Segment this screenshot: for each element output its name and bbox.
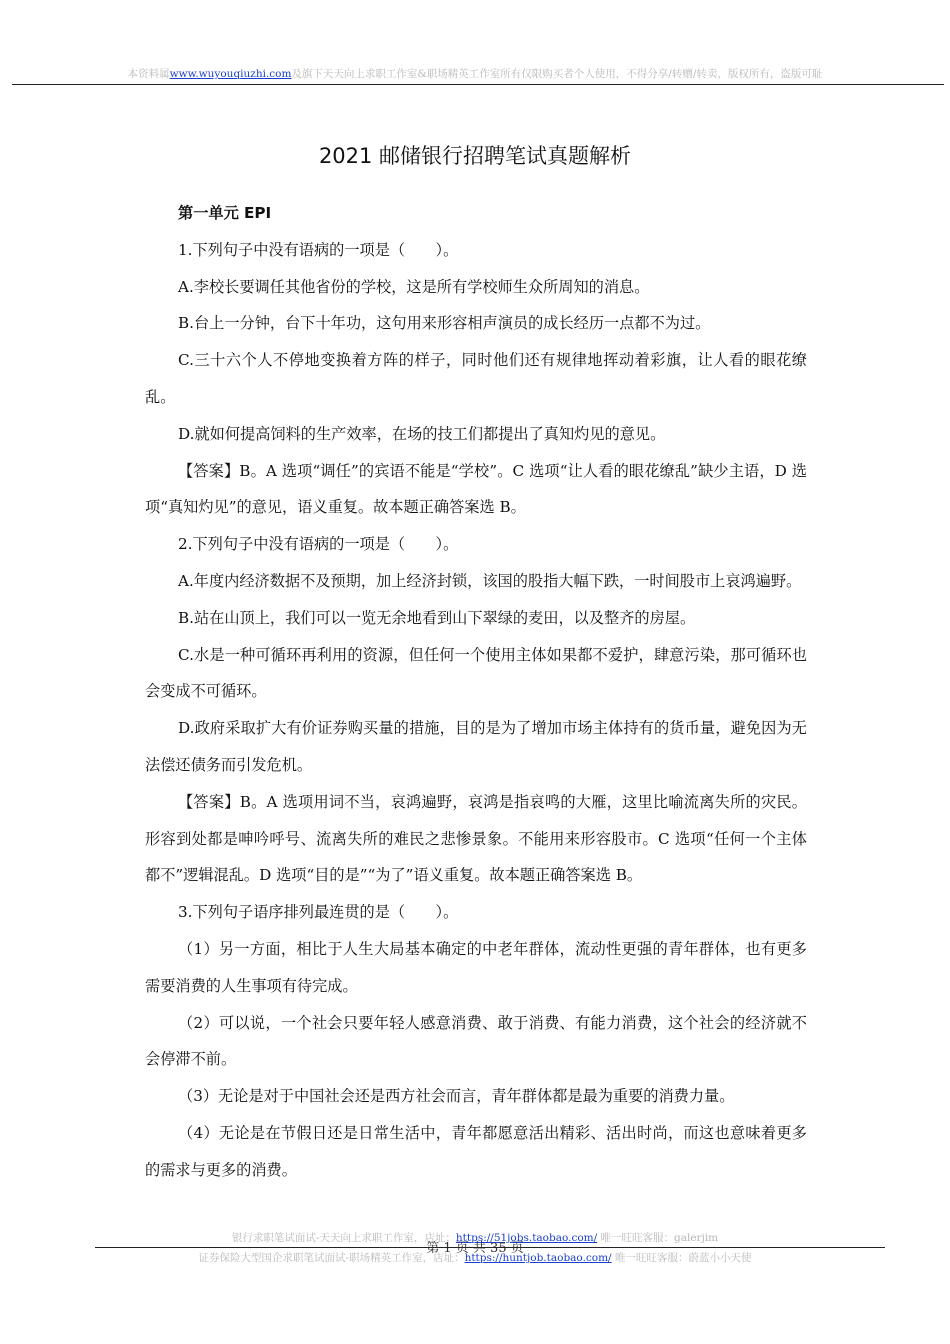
question-2-option-b: B.站在山顶上，我们可以一览无余地看到山下翠绿的麦田，以及整齐的房屋。 [178, 608, 696, 627]
question-1: 1.下列句子中没有语病的一项是（ ）。 [178, 240, 459, 259]
footer-shop-line-2 [0, 1250, 950, 1265]
question-1-option-d: D.就如何提高饲料的生产效率，在场的技工们都提出了真知灼见的意见。 [178, 424, 666, 443]
footer-shop-link-2[interactable]: https://huntjob.taobao.com/ [464, 1252, 612, 1264]
question-2-option-d: D.政府采取扩大有价证券购买量的措施，目的是为了增加市场主体持有的货币量，避免因为无法偿还债务而引发危机。 [145, 719, 807, 774]
footer-line-2-suffix: 唯一旺旺客服：蔚蓝小小天使 [614, 1252, 752, 1264]
section-heading: 第一单元 EPI [178, 204, 272, 222]
footer-divider [95, 1247, 885, 1248]
question-3-item-1: （1）另一方面，相比于人生大局基本确定的中老年群体，流动性更强的青年群体，也有更多需要消费的人生事项有待完成。 [145, 939, 807, 995]
question-3-item-2: （2）可以说，一个社会只要年轻人感意消费、敢于消费、有能力消费，这个社会的经济就不会停滞不前。 [145, 1013, 807, 1069]
page-number: 第 1 页 共 35 页 [426, 1241, 524, 1256]
question-2-option-c: C.水是一种可循环再利用的资源，但任何一个使用主体如果都不爱护，肆意污染，那可循环也会变成不可循环。 [145, 645, 807, 701]
document-title: 2021 邮储银行招聘笔试真题解析 [318, 144, 632, 168]
page-header [0, 66, 950, 81]
footer-line-1-suffix: 唯一旺旺客服：galerjim [600, 1232, 719, 1244]
header-site-link[interactable]: www.wuyouqiuzhi.com [169, 68, 292, 80]
header-suffix: 及旗下天天向上求职工作室&职场精英工作室所有仅限购买者个人使用，不得分享/转赠/转卖，版权所有，盗版可耻 [291, 68, 823, 80]
question-2-answer: 【答案】B。A 选项用词不当，哀鸿遍野，哀鸿是指哀鸣的大雁，这里比喻流离失所的灾民。形容到处都是呻吟呼号、流离失所的难民之悲惨景象。不能用来形容股市。C 选项“任何一个主体都不”逻辑混乱。D 选项“目的是”“为了”语义重复。故本题正确答案选 B。 [145, 792, 807, 885]
footer-line-2-prefix: 证券保险大型国企求职笔试面试-职场精英工作室，店址： [198, 1252, 465, 1264]
question-1-answer: 【答案】B。A 选项“调任”的宾语不能是“学校”。C 选项“让人看的眼花缭乱”缺少主语，D 选项“真知灼见”的意见，语义重复。故本题正确答案选 B。 [145, 461, 807, 517]
document-body [145, 195, 807, 1189]
header-prefix: 本资料属 [127, 68, 170, 80]
question-3-item-3: （3）无论是对于中国社会还是西方社会而言，青年群体都是最为重要的消费力量。 [178, 1087, 735, 1106]
question-2-option-a: A.年度内经济数据不及预期，加上经济封锁，该国的股指大幅下跌，一时间股市上哀鸿遍野。 [178, 571, 802, 590]
question-1-option-c: C.三十六个人不停地变换着方阵的样子，同时他们还有规律地挥动着彩旗，让人看的眼花缭乱。 [145, 351, 807, 406]
footer-line-1-prefix: 银行求职笔试面试-天天向上求职工作室，店址： [231, 1232, 456, 1244]
question-1-option-b: B.台上一分钟，台下十年功，这句用来形容相声演员的成长经历一点都不为过。 [178, 314, 711, 333]
question-3: 3.下列句子语序排列最连贯的是（ ）。 [178, 903, 459, 922]
header-divider [12, 84, 944, 85]
question-2: 2.下列句子中没有语病的一项是（ ）。 [178, 535, 459, 554]
question-1-option-a: A.李校长要调任其他省份的学校，这是所有学校师生众所周知的消息。 [178, 277, 650, 296]
question-3-item-4: （4）无论是在节假日还是日常生活中，青年都愿意活出精彩、活出时尚，而这也意味着更多的需求与更多的消费。 [145, 1123, 807, 1179]
footer-shop-link-1[interactable]: https://51jobs.taobao.com/ [455, 1232, 598, 1244]
